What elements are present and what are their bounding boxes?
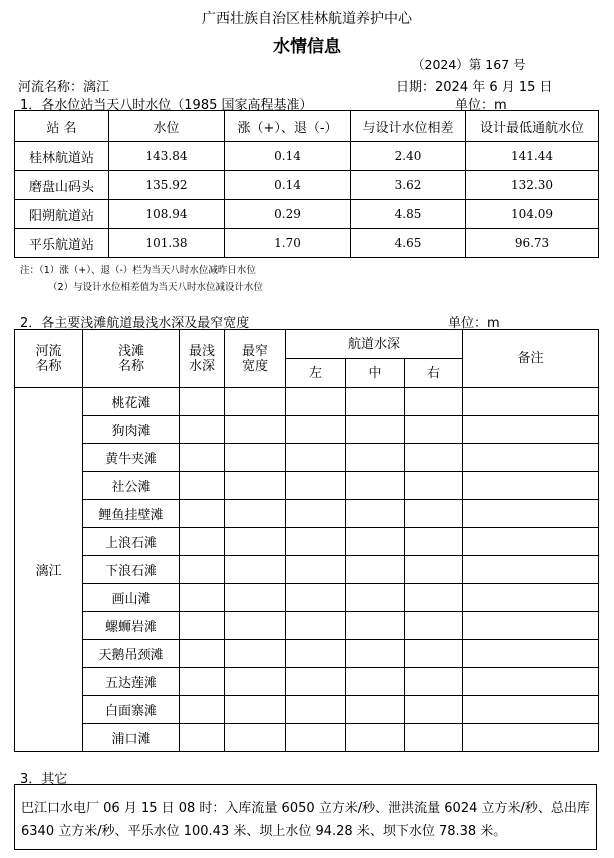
empty-cell [463,696,599,724]
shoal-name-cell: 白面寨滩 [83,696,180,724]
empty-cell [346,500,405,528]
empty-cell [286,388,346,416]
table-row [15,500,599,528]
empty-cell [286,444,346,472]
value-cell: 0.14 [225,142,351,171]
empty-cell [180,556,225,584]
empty-cell [346,444,405,472]
water-level-table [14,110,599,258]
empty-cell [225,556,286,584]
value-cell: 0.14 [225,171,351,200]
value-cell: 135.92 [109,171,225,200]
empty-cell [286,668,346,696]
empty-cell [180,444,225,472]
empty-cell [180,640,225,668]
shoal-name-cell: 桃花滩 [83,388,180,416]
empty-cell [405,528,463,556]
empty-cell [286,556,346,584]
station-name-cell: 桂林航道站 [15,142,109,171]
value-cell: 132.30 [466,171,599,200]
empty-cell [405,640,463,668]
value-cell: 96.73 [466,229,599,258]
table-row [15,416,599,444]
empty-cell [286,724,346,752]
empty-cell [286,696,346,724]
empty-cell [405,612,463,640]
shoal-name-cell: 鲤鱼挂壁滩 [83,500,180,528]
table-note-1: 注：（1）涨（+）、退（-）栏为当天八时水位减昨日水位 [20,265,256,276]
empty-cell [225,472,286,500]
empty-cell [180,668,225,696]
value-cell: 0.29 [225,200,351,229]
table-row [15,388,599,416]
empty-cell [180,528,225,556]
empty-cell [405,724,463,752]
empty-cell [286,472,346,500]
empty-cell [180,472,225,500]
value-cell: 143.84 [109,142,225,171]
section2-unit: 单位：m [448,316,500,331]
empty-cell [225,500,286,528]
empty-cell [225,528,286,556]
table-row [15,171,599,200]
empty-cell [225,416,286,444]
empty-cell [405,444,463,472]
empty-cell [180,584,225,612]
empty-cell [405,472,463,500]
table-row [15,472,599,500]
empty-cell [463,472,599,500]
shoal-table [14,329,599,752]
empty-cell [405,416,463,444]
empty-cell [180,500,225,528]
shoal-name-cell: 五达莲滩 [83,668,180,696]
value-cell: 104.09 [466,200,599,229]
empty-cell [180,696,225,724]
header-remarks: 备注 [463,330,599,388]
value-cell: 2.40 [351,142,466,171]
table-row [15,584,599,612]
header-right: 右 [405,359,463,388]
empty-cell [286,640,346,668]
empty-cell [463,528,599,556]
empty-cell [346,472,405,500]
empty-cell [346,612,405,640]
section1-title: 1．各水位站当天八时水位（1985 国家高程基准） [20,98,313,113]
empty-cell [286,500,346,528]
table-note-2: （2）与设计水位相差值为当天八时水位减设计水位 [48,282,264,293]
shoal-name-cell: 浦口滩 [83,724,180,752]
empty-cell [180,612,225,640]
empty-cell [405,556,463,584]
shoal-name-cell: 黄牛夹滩 [83,444,180,472]
section3-title: 3．其它 [20,772,68,787]
empty-cell [225,612,286,640]
empty-cell [346,696,405,724]
empty-cell [463,500,599,528]
table-row [15,142,599,171]
shoal-name-cell: 狗肉滩 [83,416,180,444]
value-cell: 1.70 [225,229,351,258]
empty-cell [225,640,286,668]
empty-cell [346,584,405,612]
table-header-row [15,111,599,142]
empty-cell [463,388,599,416]
empty-cell [286,612,346,640]
shoal-name-cell: 上浪石滩 [83,528,180,556]
empty-cell [346,668,405,696]
table-row [15,229,599,258]
shoal-name-cell: 社公滩 [83,472,180,500]
empty-cell [180,388,225,416]
empty-cell [463,612,599,640]
header-left: 左 [286,359,346,388]
empty-cell [463,416,599,444]
empty-cell [463,444,599,472]
empty-cell [463,640,599,668]
empty-cell [405,668,463,696]
value-cell: 108.94 [109,200,225,229]
table-row [15,200,599,229]
column-header: 设计最低通航水位 [466,111,599,142]
org-name: 广西壮族自治区桂林航道养护中心 [202,11,412,27]
table-row [15,696,599,724]
table-row [15,612,599,640]
other-info-box: 巴江口水电厂 06 月 15 日 08 时：入库流量 6050 立方米/秒、泄洪流量 6024 立方米/秒、总出库 6340 立方米/秒、平乐水位 100.43 米、坝上水位 94.28 米、坝下水位 78.38 米。 [14,784,597,850]
empty-cell [225,444,286,472]
date-label: 日期：2024 年 6 月 15 日 [396,80,553,95]
empty-cell [286,584,346,612]
empty-cell [225,388,286,416]
river-name-cell: 漓江 [15,388,83,752]
empty-cell [225,668,286,696]
empty-cell [346,724,405,752]
empty-cell [346,640,405,668]
table-row [15,528,599,556]
empty-cell [286,416,346,444]
empty-cell [405,500,463,528]
empty-cell [225,696,286,724]
column-header: 与设计水位相差 [351,111,466,142]
header-river-name: 河流 名称 [15,330,83,388]
empty-cell [463,556,599,584]
empty-cell [180,724,225,752]
empty-cell [346,556,405,584]
river-name-label: 河流名称：漓江 [18,80,110,95]
empty-cell [286,528,346,556]
section2-title: 2．各主要浅滩航道最浅水深及最窄宽度 [20,316,250,331]
value-cell: 4.65 [351,229,466,258]
empty-cell [405,584,463,612]
shoal-name-cell: 螺蛳岩滩 [83,612,180,640]
empty-cell [346,528,405,556]
empty-cell [463,584,599,612]
empty-cell [225,584,286,612]
empty-cell [225,724,286,752]
value-cell: 4.85 [351,200,466,229]
column-header: 水位 [109,111,225,142]
empty-cell [346,416,405,444]
empty-cell [180,416,225,444]
empty-cell [463,724,599,752]
shoal-name-cell: 下浪石滩 [83,556,180,584]
empty-cell [405,696,463,724]
station-name-cell: 磨盘山码头 [15,171,109,200]
header-min-depth: 最浅 水深 [180,330,225,388]
empty-cell [346,388,405,416]
section1-unit: 单位：m [455,98,507,113]
document-title: 水情信息 [273,37,341,57]
table-row [15,668,599,696]
value-cell: 141.44 [466,142,599,171]
shoal-name-cell: 天鹅吊颈滩 [83,640,180,668]
station-name-cell: 平乐航道站 [15,229,109,258]
shoal-name-cell: 画山滩 [83,584,180,612]
table-row [15,724,599,752]
empty-cell [405,388,463,416]
column-header: 站 名 [15,111,109,142]
header-shoal-name: 浅滩 名称 [83,330,180,388]
station-name-cell: 阳朔航道站 [15,200,109,229]
empty-cell [463,668,599,696]
header-middle: 中 [346,359,405,388]
table-row [15,444,599,472]
value-cell: 3.62 [351,171,466,200]
table-row [15,556,599,584]
header-min-width: 最窄 宽度 [225,330,286,388]
value-cell: 101.38 [109,229,225,258]
table-row [15,640,599,668]
issue-number: （2024）第 167 号 [412,57,526,72]
header-channel-depth: 航道水深 [286,330,463,359]
column-header: 涨（+）、退（-） [225,111,351,142]
